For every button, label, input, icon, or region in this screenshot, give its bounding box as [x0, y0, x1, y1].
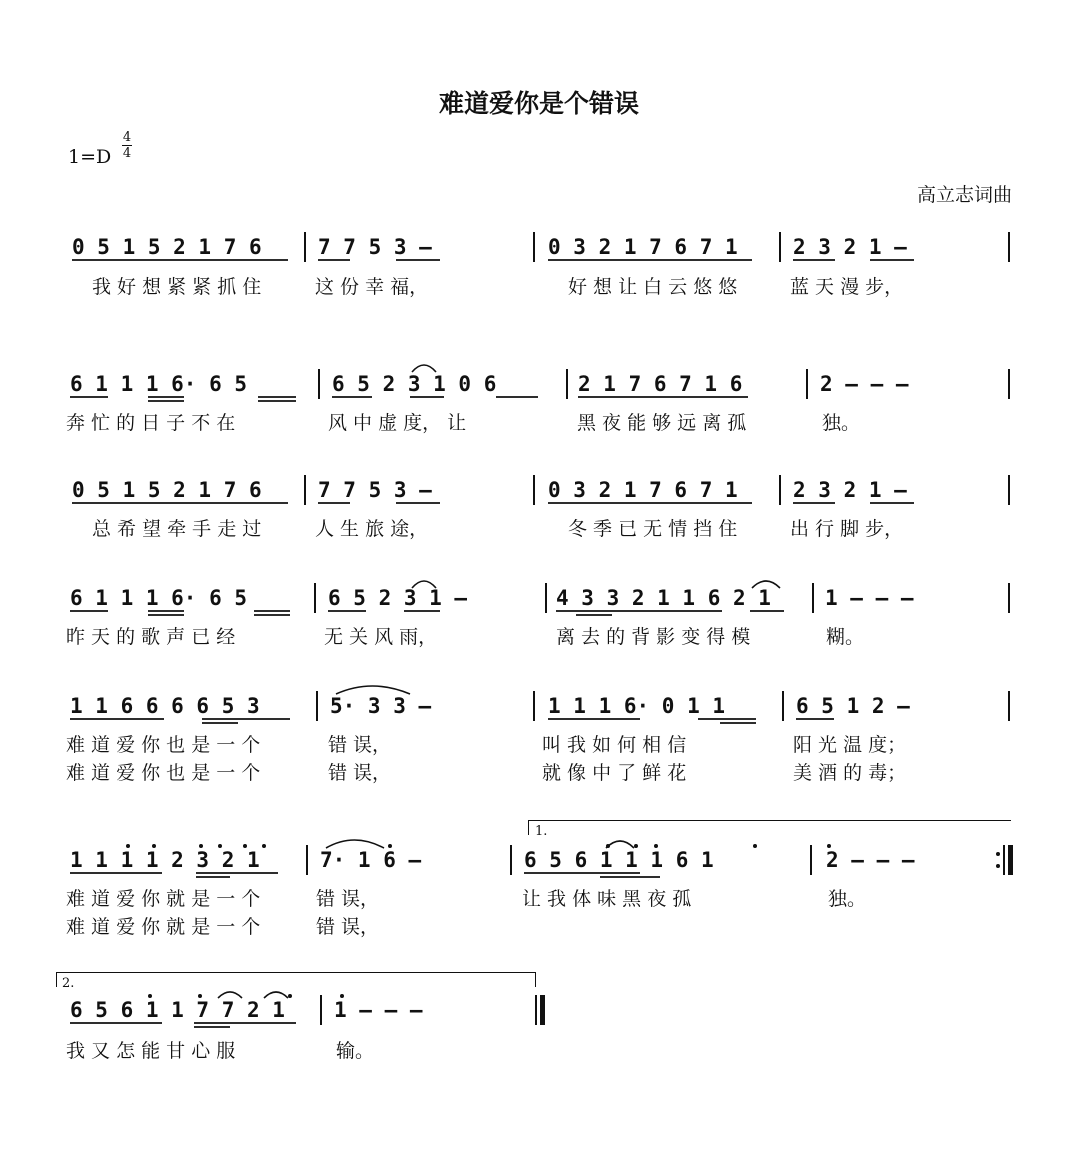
measure: 7 7 5 3 – [318, 235, 432, 259]
second-ending-label: 2. [62, 976, 75, 991]
time-signature-denominator: 4 [122, 146, 132, 161]
octave-dot [199, 844, 203, 848]
measure: 1 1 1 1 2 3 2 1 [70, 848, 260, 872]
lyric-line: 黑 夜 能 够 远 离 孤 [577, 412, 747, 434]
lyric-line: 这 份 幸 福， [315, 276, 429, 298]
lyric-line: 错 误， [316, 916, 380, 938]
measure: 2 3 2 1 – [793, 235, 907, 259]
measure: 4 3 3 2 1 1 6 2 1 [556, 586, 771, 610]
measure: 5· 3 3 – [330, 694, 432, 718]
octave-dot [198, 994, 202, 998]
octave-dot [753, 844, 757, 848]
measure: 6 5 2 3 1 0 6 [332, 372, 497, 396]
lyric-line: 风 中 虚 度， 让 [328, 412, 467, 434]
lyric-line: 阳 光 温 度； [793, 734, 907, 756]
lyric-line: 难 道 爱 你 也 是 一 个 [66, 762, 261, 784]
lyric-line: 错 误， [328, 762, 392, 784]
octave-dot [634, 844, 638, 848]
lyric-line: 错 误， [328, 734, 392, 756]
octave-dot [126, 844, 130, 848]
measure: 2 – – – [820, 372, 909, 396]
measure: 7 7 5 3 – [318, 478, 432, 502]
time-signature-numerator: 4 [122, 130, 132, 145]
octave-dot [606, 844, 610, 848]
lyric-line: 让 我 体 味 黑 夜 孤 [522, 888, 692, 910]
measure: 0 5 1 5 2 1 7 6 [72, 478, 262, 502]
slur [218, 992, 242, 998]
lyric-line: 难 道 爱 你 也 是 一 个 [66, 734, 261, 756]
measure: 2 1 7 6 7 1 6 [578, 372, 743, 396]
lyric-line: 输。 [336, 1040, 375, 1062]
measure: 6 5 1 2 – [796, 694, 910, 718]
octave-dot [218, 844, 222, 848]
repeat-dot [996, 852, 1000, 856]
composer-credit: 高立志词曲 [916, 184, 1012, 206]
slur [752, 581, 780, 588]
octave-dot [148, 994, 152, 998]
measure: 6 5 6 1 1 1 6 1 [524, 848, 714, 872]
octave-dot [827, 844, 831, 848]
lyric-line: 就 像 中 了 鲜 花 [542, 762, 687, 784]
first-ending-label: 1. [535, 824, 548, 839]
lyric-line: 好 想 让 白 云 悠 悠 [568, 276, 738, 298]
octave-dot [243, 844, 247, 848]
lyric-line: 错 误， [316, 888, 380, 910]
slur [412, 365, 436, 372]
slur [336, 686, 410, 694]
octave-dot [654, 844, 658, 848]
measure: 2 3 2 1 – [793, 478, 907, 502]
lyric-line: 总 希 望 牵 手 走 过 [92, 518, 262, 540]
measure: 7· 1 6 – [320, 848, 422, 872]
measure: 0 3 2 1 7 6 7 1 [548, 478, 738, 502]
lyric-line: 出 行 脚 步， [790, 518, 904, 540]
lyric-line: 奔 忙 的 日 子 不 在 [66, 412, 236, 434]
lyric-line: 人 生 旅 途， [315, 518, 429, 540]
measure: 6 5 6 1 1 7 7 2 1 [70, 998, 285, 1022]
measure: 6 1 1 1 6· 6 5 [70, 372, 248, 396]
slur [606, 841, 634, 848]
lyric-line: 独。 [822, 412, 861, 434]
measure: 1 – – – [825, 586, 914, 610]
lyric-line: 难 道 爱 你 就 是 一 个 [66, 888, 261, 910]
measure: 1 – – – [334, 998, 423, 1022]
octave-dot [340, 994, 344, 998]
slur [326, 840, 384, 848]
octave-dot [288, 994, 292, 998]
measure: 0 5 1 5 2 1 7 6 [72, 235, 262, 259]
measure: 6 5 2 3 1 – [328, 586, 468, 610]
lyric-line: 我 又 怎 能 甘 心 服 [66, 1040, 236, 1062]
lyric-line: 冬 季 已 无 情 挡 住 [568, 518, 738, 540]
lyric-line: 无 关 风 雨， [324, 626, 438, 648]
lyric-line: 独。 [828, 888, 867, 910]
measure: 1 1 6 6 6 6 5 3 [70, 694, 260, 718]
octave-dot [152, 844, 156, 848]
lyric-line: 我 好 想 紧 紧 抓 住 [92, 276, 262, 298]
lyric-line: 离 去 的 背 影 变 得 模 [556, 626, 751, 648]
measure: 6 1 1 1 6· 6 5 [70, 586, 248, 610]
key-signature: 1=D [68, 146, 112, 168]
measure: 1 1 1 6· 0 1 1 [548, 694, 726, 718]
lyric-line: 昨 天 的 歌 声 已 经 [66, 626, 236, 648]
page-title: 难道爱你是个错误 [438, 89, 639, 118]
measure: 2 – – – [826, 848, 915, 872]
lyric-line: 难 道 爱 你 就 是 一 个 [66, 916, 261, 938]
repeat-dot [996, 864, 1000, 868]
lyric-line: 美 酒 的 毒； [793, 762, 907, 784]
octave-dot [262, 844, 266, 848]
lyric-line: 蓝 天 漫 步， [790, 276, 904, 298]
octave-dot [388, 844, 392, 848]
measure: 0 3 2 1 7 6 7 1 [548, 235, 738, 259]
lyric-line: 糊。 [826, 626, 865, 648]
slur [412, 581, 436, 588]
lyric-line: 叫 我 如 何 相 信 [542, 734, 687, 756]
slur [264, 992, 288, 998]
